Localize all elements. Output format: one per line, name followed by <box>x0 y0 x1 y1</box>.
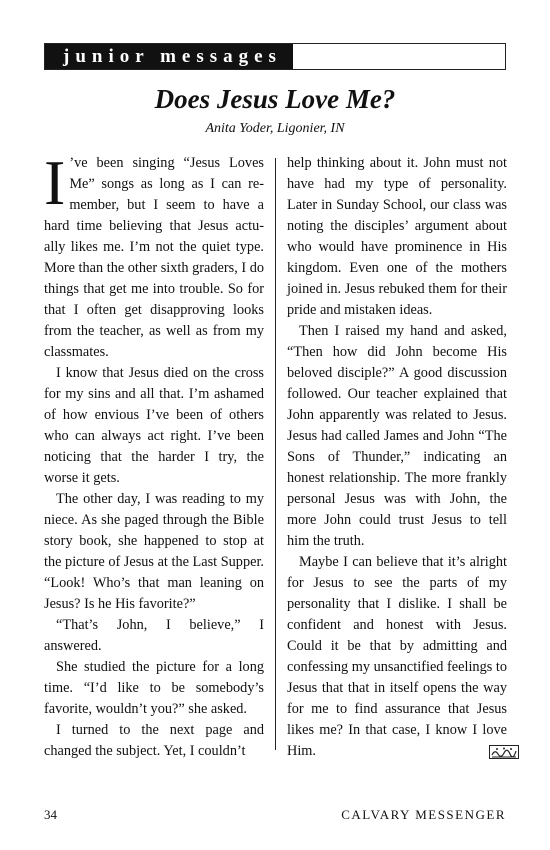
paragraph-8-text: Maybe I can believe that it’s alright for Jesus to see the parts of my personality that I dislike. I shall be confident and honest with Jesus. Could it be that by admitting and confessing my unsanctified feelings to Jesus that that in itself opens the way for me to find assurance that Jesus likes me? In that case, I know I love Him. <box>287 554 507 759</box>
paragraph-1 <box>44 147 264 363</box>
paragraph-6-start: I turned to the next page and changed the subject. Yet, I couldn’t <box>44 722 264 759</box>
article-title: Does Jesus Love Me? <box>154 84 396 114</box>
paragraph-5: She studied the picture for a long time. “I’d like to be somebody’s favorite, wouldn’t you?” she asked. <box>44 659 264 717</box>
drop-cap: I <box>44 147 66 218</box>
section-header-bar <box>44 43 506 70</box>
article-byline: Anita Yoder, Ligonier, IN <box>205 121 345 136</box>
paragraph-2: I know that Jesus died on the cross for my sins and all that. I’m ashamed of how envious I’ve been of others who can always act right. I’ve been noticing that the harder I try, the worse it gets. <box>44 365 264 486</box>
column-divider <box>275 158 276 750</box>
paragraph-4: “That’s John, I believe,” I answered. <box>44 617 264 654</box>
section-label: junior messages <box>45 44 293 69</box>
left-column <box>44 147 264 762</box>
paragraph-8 <box>287 552 507 762</box>
paragraph-6-continued: help thinking about it. John must not have had my type of personality. Later in Sunday School, our class was noting the disciples’ argument about who would have prominence in His kingdom. Even one of the mothers joined in. Jesus rebuked them for their pride and mistaken ideas. <box>287 155 507 318</box>
publication-name: CALVARY MESSENGER <box>341 807 506 822</box>
paragraph-3: The other day, I was reading to my niece. As she paged through the Bible story book, she happened to stop at the picture of Jesus at the Last Supper. “Look! Who’s that man leaning on Jesus? Is he His favorite?” <box>44 491 264 612</box>
paragraph-1-text: ’ve been singing “Jesus Loves Me” songs as long as I can re-member, but I seem to have a hard time believing that Jesus actu-ally likes me. I’m not the quiet type. More than the other sixth graders, I do things that get me into trouble. So for that I often get disapproving looks from the teacher, as well as from my classmates. <box>44 155 264 360</box>
paragraph-7: Then I raised my hand and asked, “Then how did John become His beloved disciple?” A good discussion followed. Our teacher explained that John apparently was related to Jesus. Jesus had called James and John “The Sons of Thunder,” indicating an honest relationship. The more frankly personal Jesus was with John, the more John could trust Jesus to tell him the truth. <box>287 323 507 549</box>
page-number: 34 <box>44 807 57 822</box>
end-of-article-ornament-icon <box>477 745 507 759</box>
right-column <box>287 153 507 762</box>
